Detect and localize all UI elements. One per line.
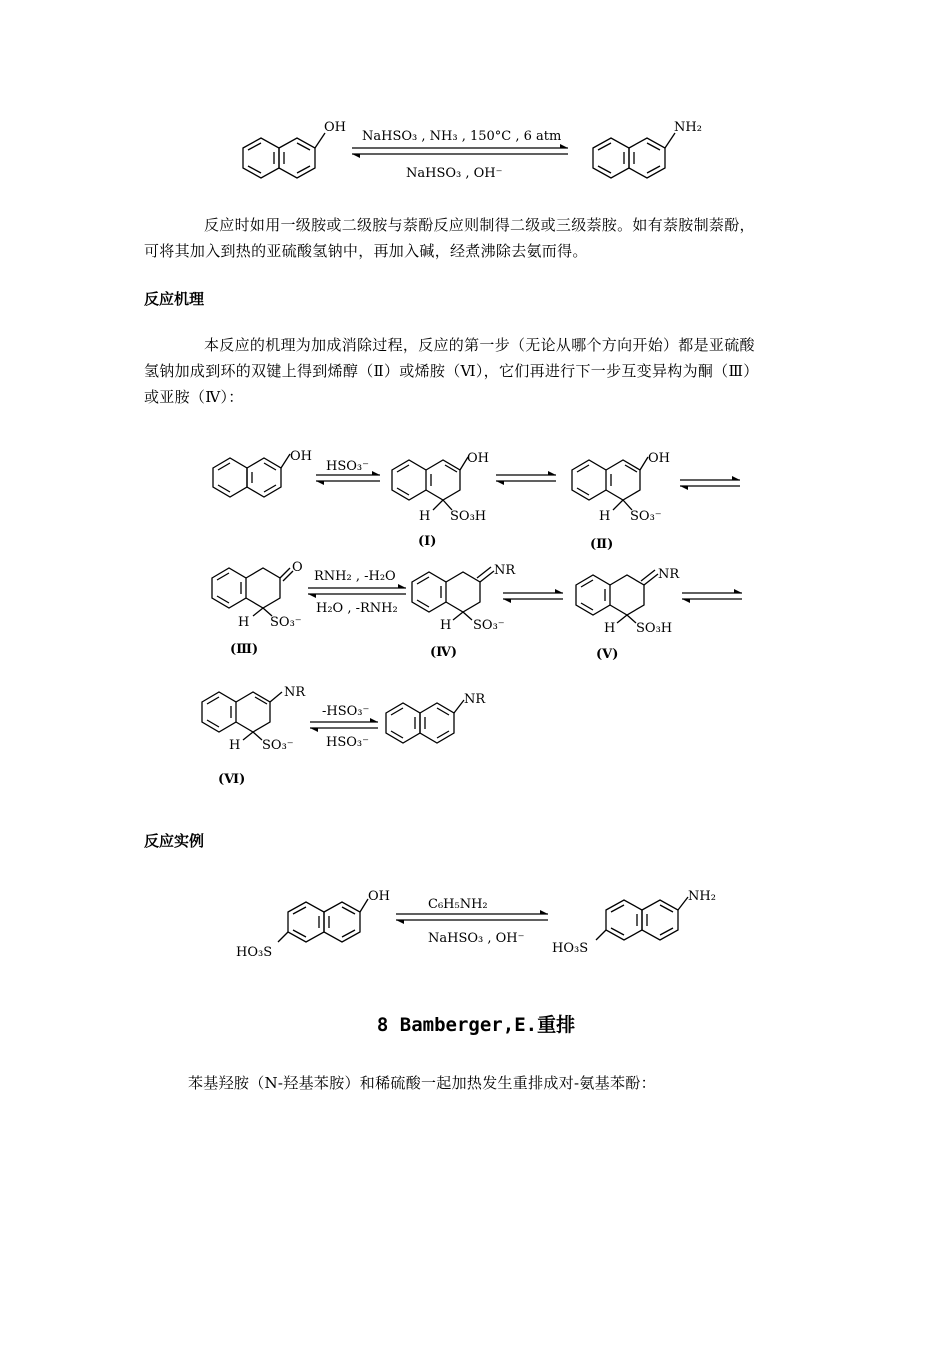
hydrogen-label: H [229,738,241,753]
hydrogen-label: H [238,615,250,630]
nr-group: NR [658,567,680,582]
so3-group: SO₃⁻ [262,738,294,753]
so3h-group: SO₃H [636,621,673,636]
nh2-group: NH₂ [688,889,716,904]
scheme-naphthol-naphthylamine [0,0,952,200]
so3-group: SO₃⁻ [473,618,505,633]
oh-group: OH [324,120,346,135]
sulfonic-acid-group: HO₃S [552,941,589,956]
oxygen-label: O [292,560,303,575]
so3-group: SO₃⁻ [630,509,662,524]
oh-group: OH [290,449,312,464]
paragraph-line: 可将其加入到热的亚硫酸氢钠中，再加入碱，经煮沸除去氨而得。 [144,242,588,260]
paragraph-intro [144,212,824,264]
hydrogen-label: H [599,509,611,524]
compound-label-6: (Ⅵ) [218,772,246,787]
compound-label-4: (Ⅳ) [430,645,458,660]
heading-mechanism: 反应机理 [144,290,205,308]
hydrogen-label: H [419,509,431,524]
reagent-bottom: H₂O , -RNH₂ [316,601,398,616]
section-title: 8 Bamberger,E.重排 [376,1014,576,1036]
paragraph-line: 或亚胺（Ⅳ）： [144,388,244,406]
reagent-hso3: HSO₃⁻ [326,459,369,474]
compound-label-5: (Ⅴ) [596,647,619,662]
example-scheme [0,870,952,970]
compound-label-2: (Ⅱ) [590,537,614,552]
compound-label-1: (Ⅰ) [418,534,437,549]
compound-label-3: (Ⅲ) [230,642,259,657]
nr-group: NR [464,692,486,707]
hydrogen-label: H [440,618,452,633]
reagent-top: C₆H₅NH₂ [428,897,488,912]
reagent-top: RNH₂ , -H₂O [314,569,396,584]
nr-group: NR [284,685,306,700]
hydrogen-label: H [604,621,616,636]
conditions-top: NaHSO₃ , NH₃ , 150°C , 6 atm [362,129,562,144]
paragraph-bamberger: 苯基羟胺（N-羟基苯胺）和稀硫酸一起加热发生重排成对-氨基苯酚： [188,1074,656,1092]
paragraph-line: 反应时如用一级胺或二级胺与萘酚反应则制得二级或三级萘胺。如有萘胺制萘酚， [204,216,755,234]
heading-example: 反应实例 [144,832,205,850]
sulfonic-acid-group: HO₃S [236,945,273,960]
paragraph-line: 本反应的机理为加成消除过程，反应的第一步（无论从哪个方向开始）都是亚硫酸 [204,336,755,354]
conditions-bottom: NaHSO₃ , OH⁻ [406,166,503,181]
reagent-top: -HSO₃⁻ [322,704,370,719]
nr-group: NR [494,563,516,578]
reagent-bottom: NaHSO₃ , OH⁻ [428,931,525,946]
oh-group: OH [648,451,670,466]
paragraph-mechanism [144,332,834,410]
oh-group: OH [368,889,390,904]
mechanism-scheme [0,430,952,810]
reagent-bottom: HSO₃⁻ [326,735,369,750]
so3h-group: SO₃H [450,509,487,524]
paragraph-line: 氢钠加成到环的双键上得到烯醇（Ⅱ）或烯胺（Ⅵ），它们再进行下一步互变异构为酮（Ⅲ） [144,362,759,380]
so3-group: SO₃⁻ [270,615,302,630]
oh-group: OH [467,451,489,466]
nh2-group: NH₂ [674,120,702,135]
